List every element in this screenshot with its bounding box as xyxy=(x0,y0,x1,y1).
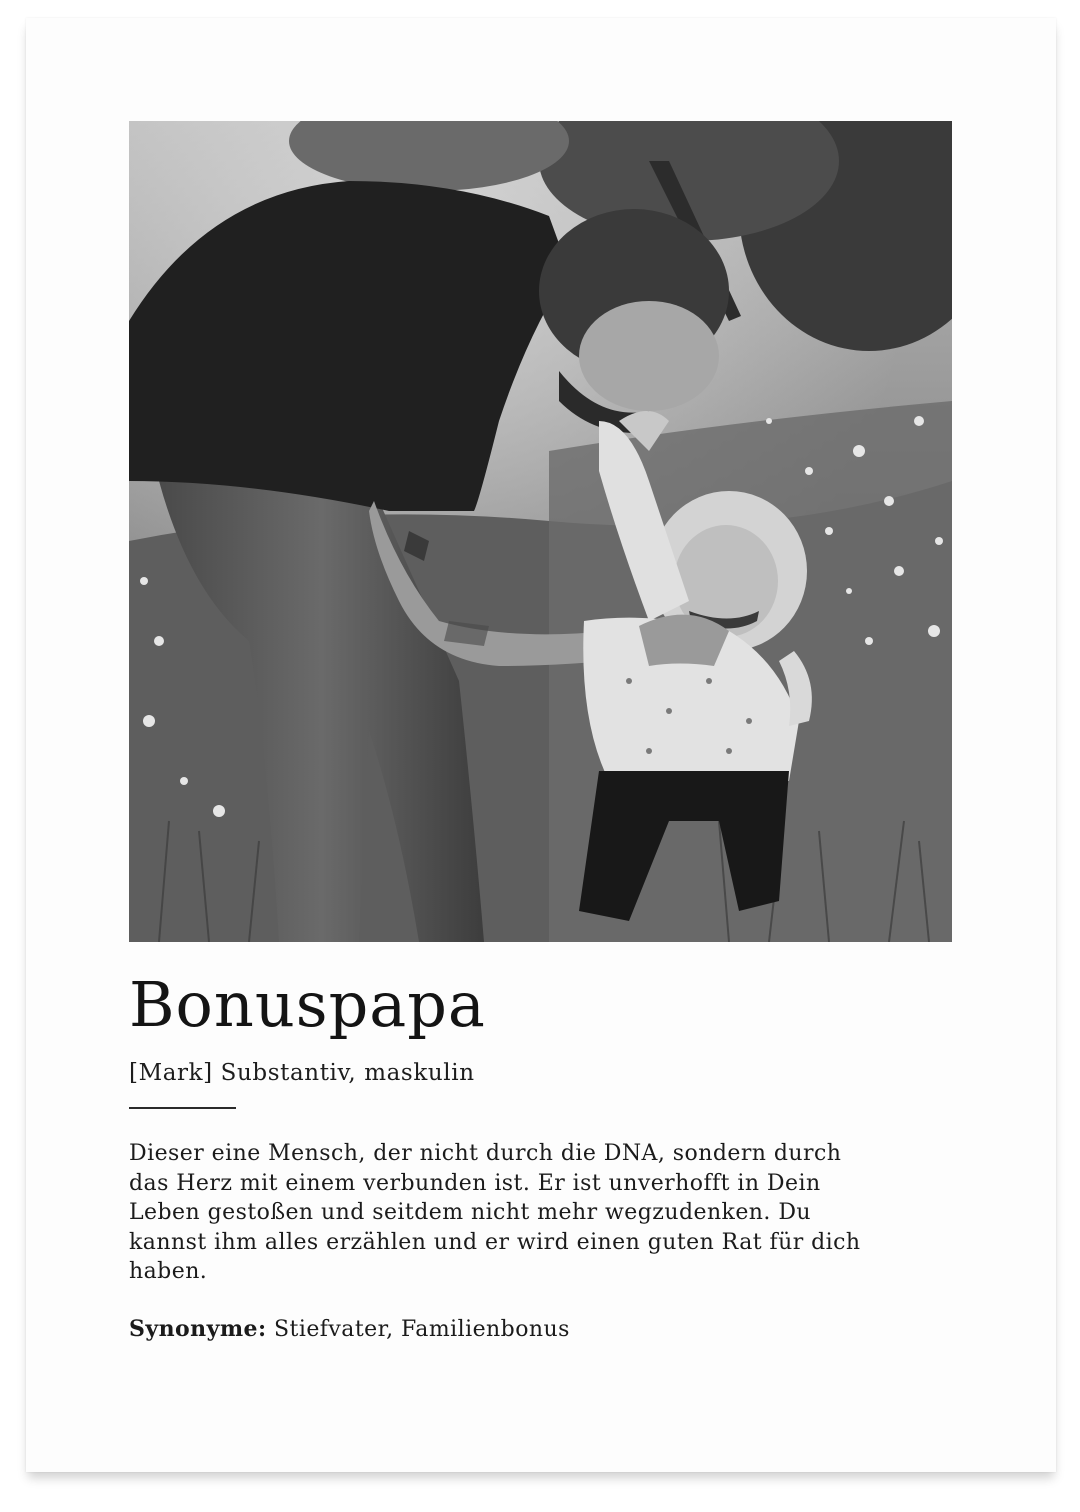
definition-text xyxy=(129,1139,959,1287)
definition-line: Dieser eine Mensch, der nicht durch die DNA, sondern durch xyxy=(129,1141,842,1166)
entry-title: Bonuspapa xyxy=(129,968,486,1041)
definition-line: Leben gestoßen und seitdem nicht mehr wegzudenken. Du xyxy=(129,1200,812,1225)
synonyms-label: Synonyme: xyxy=(129,1316,267,1342)
poster xyxy=(26,18,1056,1472)
definition-line: kannst ihm alles erzählen und er wird einen guten Rat für dich xyxy=(129,1229,861,1255)
photo-illustration xyxy=(129,121,952,942)
entry-subtitle: [Mark] Substantiv, maskulin xyxy=(129,1060,475,1086)
divider xyxy=(129,1107,236,1109)
definition-line: das Herz mit einem verbunden ist. Er ist unverhofft in Dein xyxy=(129,1170,821,1196)
definition-line: haben. xyxy=(129,1259,208,1284)
synonyms xyxy=(129,1318,570,1341)
photo-father-child xyxy=(129,121,952,942)
synonyms-value: Stiefvater, Familienbonus xyxy=(274,1317,570,1342)
